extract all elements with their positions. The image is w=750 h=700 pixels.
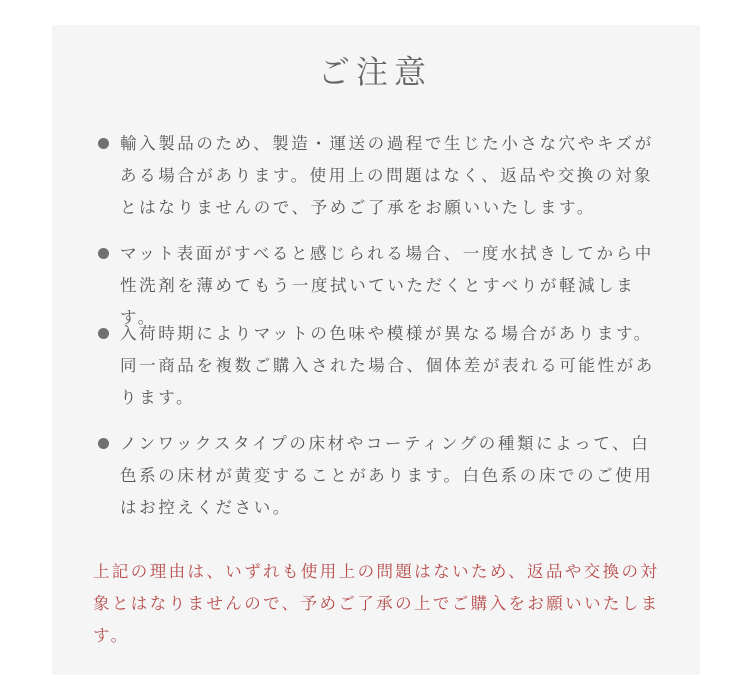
notice-item xyxy=(98,128,668,224)
bullet-icon xyxy=(98,138,109,149)
notice-text: マット表面がすべると感じられる場合、一度水拭きしてから中性洗剤を薄めてもう一度拭いていただくとすべりが軽減します。 xyxy=(120,244,654,327)
notice-text: ノンワックスタイプの床材やコーティングの種類によって、白色系の床材が黄変することがあります。白色系の床でのご使用はお控えください。 xyxy=(120,434,654,517)
bullet-icon xyxy=(98,248,109,259)
notice-text: 輸入製品のため、製造・運送の過程で生じた小さな穴やキズがある場合があります。使用上の問題はなく、返品や交換の対象とはなりませんので、予めご了承をお願いいたします。 xyxy=(120,134,654,217)
notice-text: 入荷時期によりマットの色味や模様が異なる場合があります。同一商品を複数ご購入された場合、個体差が表れる可能性があります。 xyxy=(120,324,655,407)
notice-item xyxy=(98,428,668,524)
bullet-icon xyxy=(98,438,109,449)
page-title: ご注意 xyxy=(317,53,432,91)
closing-statement: 上記の理由は、いずれも使用上の問題はないため、返品や交換の対象とはなりませんので、予めご了承の上でご購入をお願いいたします。 xyxy=(93,562,660,645)
bullet-icon xyxy=(98,328,109,339)
notice-item xyxy=(98,318,668,414)
